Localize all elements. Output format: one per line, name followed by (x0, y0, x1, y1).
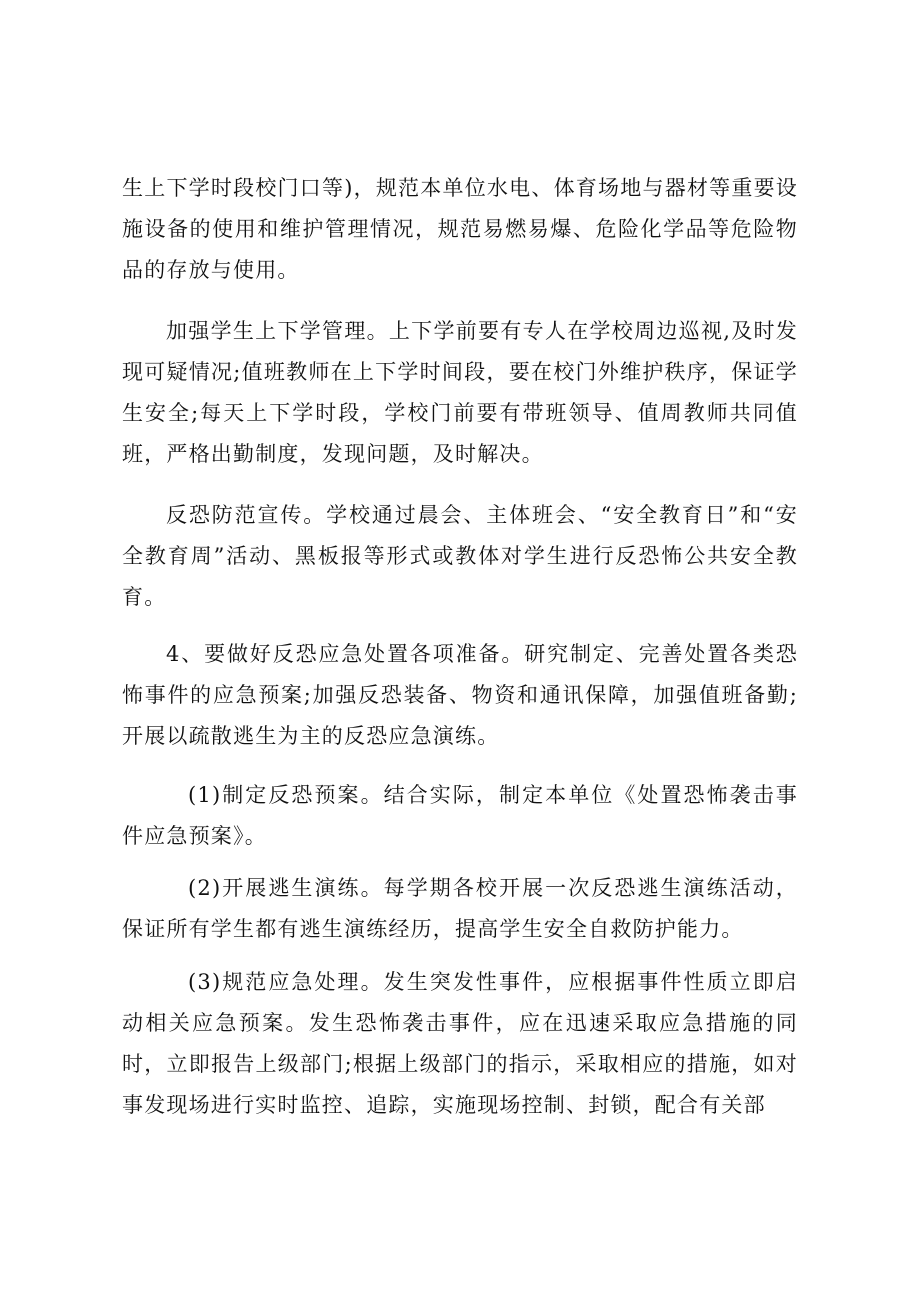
paragraph-student-commute-management: 加强学生上下学管理。上下学前要有专人在学校周边巡视,及时发现可疑情况;值班教师在上下学时间段，要在校门外维护秩序，保证学生安全;每天上下学时段，学校门前要有带班领导、值周教师共同值班，严格出勤制度，发现问题，及时解决。 (122, 319, 798, 466)
paragraph-item-1-plan: (1)制定反恐预案。结合实际，制定本单位《处置恐怖袭击事件应急预案》。 (122, 783, 798, 848)
paragraph-anti-terror-publicity: 反恐防范宣传。学校通过晨会、主体班会、“安全教育日”和“安全教育周”活动、黑板报等形式或教体对学生进行反恐怖公共安全教育。 (122, 503, 798, 609)
paragraph-emergency-preparation: 4、要做好反恐应急处置各项准备。研究制定、完善处置各类恐怖事件的应急预案;加强反恐装备、物资和通讯保障，加强值班备勤;开展以疏散逃生为主的反恐应急演练。 (122, 642, 798, 748)
paragraph-item-3-response: (3)规范应急处理。发生突发性事件，应根据事件性质立即启动相关应急预案。发生恐怖袭击事件，应在迅速采取应急措施的同时，立即报告上级部门;根据上级部门的指示，采取相应的措施，如对事发现场进行实时监控、追踪，实施现场控制、封锁，配合有关部 (122, 970, 798, 1117)
paragraph-continued-safety-management: 生上下学时段校门口等)，规范本单位水电、体育场地与器材等重要设施设备的使用和维护管理情况，规范易燃易爆、危险化学品等危险物品的存放与使用。 (122, 176, 798, 282)
paragraph-item-2-drill: (2)开展逃生演练。每学期各校开展一次反恐逃生演练活动，保证所有学生都有逃生演练经历，提高学生安全自救防护能力。 (122, 876, 798, 941)
